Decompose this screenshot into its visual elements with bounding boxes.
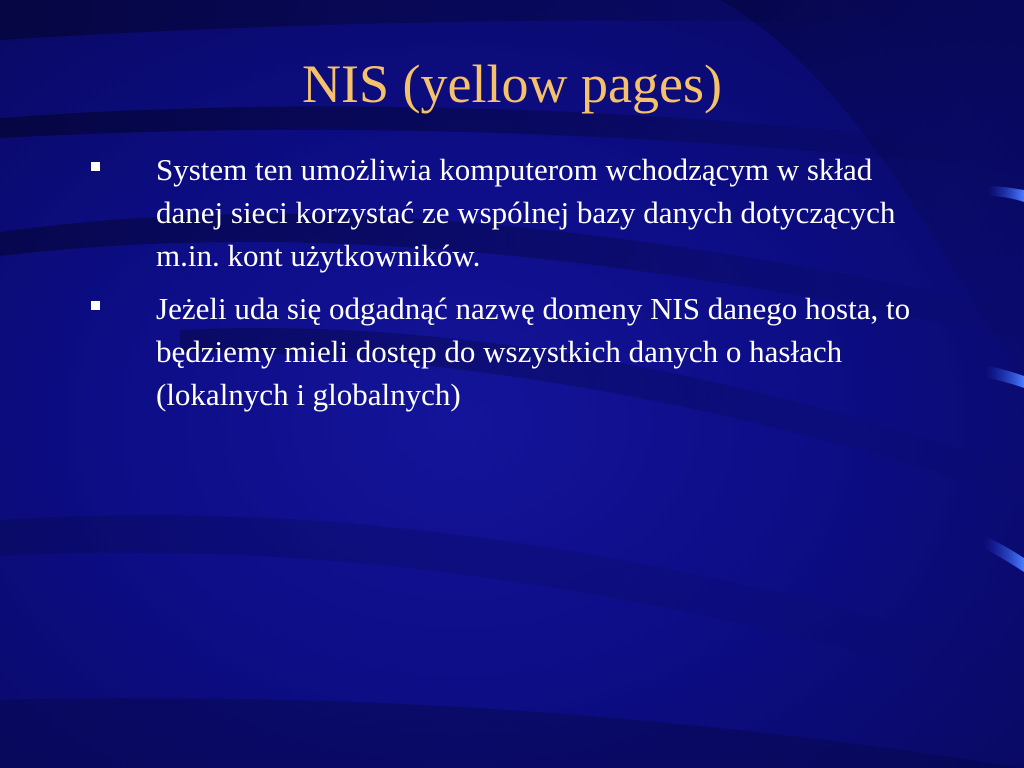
square-bullet-icon bbox=[91, 162, 100, 171]
blue-streak-3 bbox=[984, 536, 1024, 572]
square-bullet-icon bbox=[91, 301, 100, 310]
swoosh-lower bbox=[0, 515, 1024, 700]
bullet-text: Jeżeli uda się odgadnąć nazwę domeny NIS danego hosta, to będziemy mieli dostęp do wszystkich danych o hasłach (lokalnych i globalnych) bbox=[156, 291, 911, 412]
slide-title: NIS (yellow pages) bbox=[302, 54, 722, 114]
bullet-text: System ten umożliwia komputerom wchodzącym w skład danej sieci korzystać ze wspólnej bazy danych dotyczących m.in. kont użytkowników. bbox=[156, 152, 896, 273]
bullet-list bbox=[0, 148, 1024, 426]
list-item bbox=[0, 148, 1024, 277]
swoosh-bottom bbox=[0, 698, 1024, 768]
list-item bbox=[0, 287, 1024, 416]
